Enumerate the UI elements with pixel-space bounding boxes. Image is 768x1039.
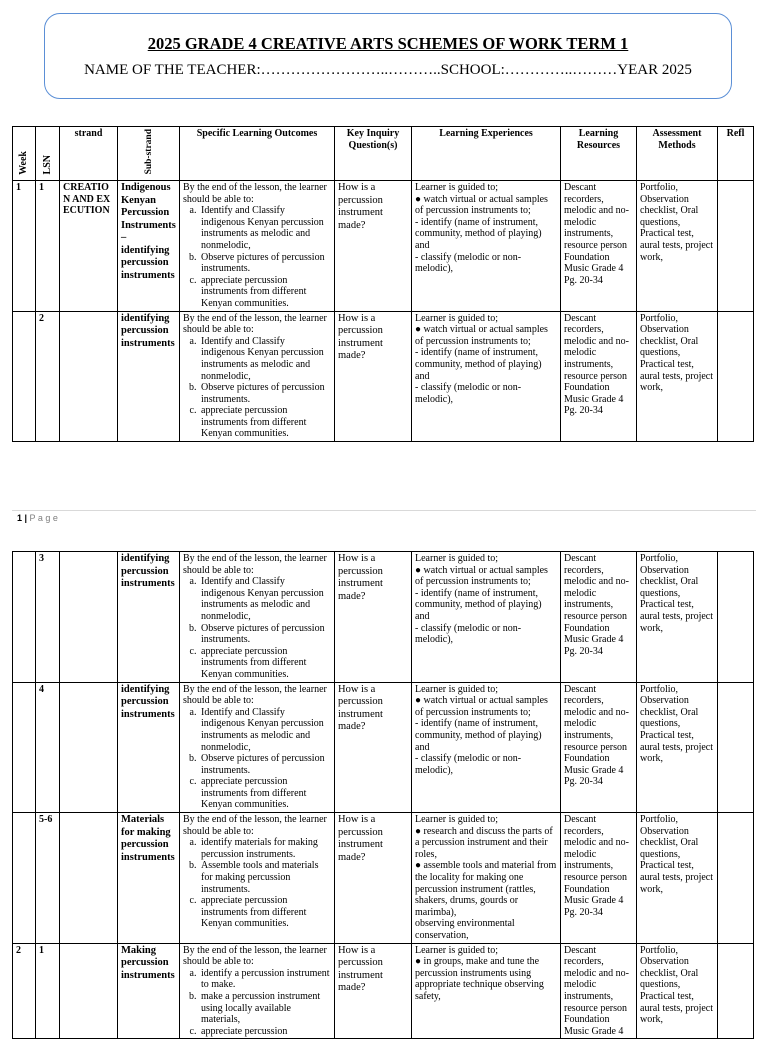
experience-line: - identify (name of instrument, community, method of playing) and — [415, 718, 542, 753]
outcome-item: a. Identify and Classify indigenous Kenyan percussion instruments as melodic and nonmelodic, — [199, 205, 331, 251]
experience-line: Learner is guided to; — [415, 944, 499, 956]
column-experiences: Learning Experiences — [412, 127, 561, 181]
teacher-line: NAME OF THE TEACHER:……………………..………..SCHOOL:…………..………YEAR 2025 — [84, 62, 692, 78]
outcomes-intro: By the end of the lesson, the learner should be able to: — [183, 683, 327, 707]
column-strand: strand — [60, 127, 118, 181]
outcome-item: b. Observe pictures of percussion instruments. — [199, 382, 331, 405]
experience-line: ● watch virtual or actual samples of percussion instruments to; — [415, 324, 548, 347]
resources-cell: Descant recorders, melodic and no-melodic instruments, resource person Foundation Music Grade 4 Pg. 20-34 — [561, 552, 637, 683]
experiences-cell — [412, 181, 561, 312]
experience-line: - identify (name of instrument, community, method of playing) and — [415, 216, 542, 251]
outcome-item: c. appreciate percussion instruments from different Kenyan communities. — [199, 776, 331, 811]
title-box — [44, 13, 732, 99]
resources-cell: Descant recorders, melodic and no-melodic instruments, resource person Foundation Music Grade 4 — [561, 943, 637, 1039]
outcome-item: c. appreciate percussion instruments from different Kenyan communities. — [199, 895, 331, 930]
reflection-cell — [718, 311, 754, 442]
substrand-cell: identifying percussion instruments — [118, 682, 180, 813]
outcome-item: a. Identify and Classify indigenous Kenyan percussion instruments as melodic and nonmelodic, — [199, 576, 331, 622]
table-row — [13, 813, 754, 944]
outcomes-list — [183, 968, 331, 1038]
outcome-item: a. identify a percussion instrument to make. — [199, 968, 331, 991]
column-substrand: Sub-strand — [118, 127, 180, 181]
experience-line: - identify (name of instrument, community, method of playing) and — [415, 347, 542, 382]
strand-cell — [60, 943, 118, 1039]
substrand-cell: identifying percussion instruments — [118, 311, 180, 442]
lsn-cell: 3 — [36, 552, 60, 683]
outcome-item: b. Observe pictures of percussion instruments. — [199, 623, 331, 646]
resources-cell: Descant recorders, melodic and no-melodic instruments, resource person Foundation Music Grade 4 Pg. 20-34 — [561, 311, 637, 442]
outcomes-list — [183, 336, 331, 440]
outcome-item: a. Identify and Classify indigenous Kenyan percussion instruments as melodic and nonmelodic, — [199, 707, 331, 753]
outcomes-list — [183, 707, 331, 811]
reflection-cell — [718, 943, 754, 1039]
outcome-item: c. appreciate percussion instruments from different Kenyan communities. — [199, 275, 331, 310]
outcomes-intro: By the end of the lesson, the learner should be able to: — [183, 312, 327, 336]
experience-line: ● assemble tools and material from the locality for making one percussion instrument (rattles, shakers, drums, gourds or marimba), — [415, 860, 557, 918]
column-outcomes: Specific Learning Outcomes — [180, 127, 335, 181]
outcomes-cell — [180, 813, 335, 944]
experiences-cell — [412, 813, 561, 944]
resources-cell: Descant recorders, melodic and no-melodic instruments, resource person Foundation Music Grade 4 Pg. 20-34 — [561, 181, 637, 312]
week-cell — [13, 813, 36, 944]
week-cell — [13, 552, 36, 683]
experience-line: Learner is guided to; — [415, 312, 499, 324]
lsn-cell: 1 — [36, 943, 60, 1039]
outcome-item: b. make a percussion instrument using locally available materials, — [199, 991, 331, 1026]
resources-cell: Descant recorders, melodic and no-melodic instruments, resource person Foundation Music Grade 4 Pg. 20-34 — [561, 682, 637, 813]
strand-cell: CREATION AND EXECUTION — [60, 181, 118, 312]
assessment-cell: Portfolio, Observation checklist, Oral questions, Practical test, aural tests, project work, — [637, 311, 718, 442]
resources-cell: Descant recorders, melodic and no-melodic instruments, resource person Foundation Music Grade 4 Pg. 20-34 — [561, 813, 637, 944]
week-cell: 1 — [13, 181, 36, 312]
assessment-cell: Portfolio, Observation checklist, Oral questions, Practical test, aural tests, project work, — [637, 552, 718, 683]
kiq-cell: How is a percussion instrument made? — [335, 943, 412, 1039]
lsn-cell: 5-6 — [36, 813, 60, 944]
experience-line: - classify (melodic or non-melodic), — [415, 251, 522, 275]
assessment-cell: Portfolio, Observation checklist, Oral questions, Practical test, aural tests, project work, — [637, 813, 718, 944]
outcome-item: b. Observe pictures of percussion instruments. — [199, 252, 331, 275]
experience-line: ● watch virtual or actual samples of percussion instruments to; — [415, 695, 548, 718]
experience-line: - classify (melodic or non-melodic), — [415, 622, 522, 646]
experience-line: ● in groups, make and tune the percussion instruments using appropriate technique observing safety, — [415, 956, 544, 1002]
table-header-row — [13, 127, 754, 181]
document-title: 2025 GRADE 4 CREATIVE ARTS SCHEMES OF WORK TERM 1 — [147, 34, 629, 53]
lsn-cell: 1 — [36, 181, 60, 312]
outcomes-cell — [180, 181, 335, 312]
table-row — [13, 181, 754, 312]
footer-divider — [12, 510, 756, 511]
reflection-cell — [718, 552, 754, 683]
experiences-cell — [412, 311, 561, 442]
experience-line: Learner is guided to; — [415, 182, 499, 194]
outcome-item: a. Identify and Classify indigenous Kenyan percussion instruments as melodic and nonmelodic, — [199, 336, 331, 382]
kiq-cell: How is a percussion instrument made? — [335, 682, 412, 813]
table-row — [13, 943, 754, 1039]
column-reflection: Refl — [718, 127, 754, 181]
strand-cell — [60, 813, 118, 944]
outcomes-intro: By the end of the lesson, the learner should be able to: — [183, 553, 327, 576]
outcomes-list — [183, 205, 331, 309]
outcome-item: a. identify materials for making percussion instruments. — [199, 837, 331, 860]
experiences-cell — [412, 682, 561, 813]
experience-line: ● watch virtual or actual samples of percussion instruments to; — [415, 193, 548, 217]
experience-line: Learner is guided to; — [415, 553, 499, 564]
experience-line: - classify (melodic or non-melodic), — [415, 753, 522, 776]
outcome-item: b. Assemble tools and materials for making percussion instruments. — [199, 860, 331, 895]
page-number: 1 — [17, 513, 23, 523]
reflection-cell — [718, 813, 754, 944]
kiq-cell: How is a percussion instrument made? — [335, 552, 412, 683]
experience-line: Learner is guided to; — [415, 814, 499, 826]
assessment-cell: Portfolio, Observation checklist, Oral questions, Practical test, aural tests, project work, — [637, 682, 718, 813]
schemes-table-page-1 — [12, 126, 754, 442]
outcomes-cell — [180, 552, 335, 683]
substrand-cell: Indigenous Kenyan Percussion Instruments – identifying percussion instruments — [118, 181, 180, 312]
substrand-cell: Making percussion instruments — [118, 943, 180, 1039]
kiq-cell: How is a percussion instrument made? — [335, 181, 412, 312]
table-row — [13, 311, 754, 442]
experience-line: - classify (melodic or non-melodic), — [415, 382, 522, 405]
outcomes-cell — [180, 943, 335, 1039]
page-label: P a g e — [29, 513, 58, 523]
week-cell — [13, 682, 36, 813]
column-assessment: Assessment Methods — [637, 127, 718, 181]
experience-line: Learner is guided to; — [415, 683, 499, 695]
outcome-item: c. appreciate percussion instruments from different Kenyan communities. — [199, 405, 331, 440]
outcomes-intro: By the end of the lesson, the learner should be able to: — [183, 944, 327, 968]
reflection-cell — [718, 181, 754, 312]
assessment-cell: Portfolio, Observation checklist, Oral questions, Practical test, aural tests, project work, — [637, 181, 718, 312]
outcomes-intro: By the end of the lesson, the learner should be able to: — [183, 182, 327, 205]
experiences-cell — [412, 943, 561, 1039]
experience-line: - identify (name of instrument, community, method of playing) and — [415, 587, 542, 622]
outcome-item: b. Observe pictures of percussion instruments. — [199, 753, 331, 776]
column-week: Week — [13, 127, 36, 181]
experience-line: observing environmental conservation, — [415, 918, 515, 941]
outcome-item: c. appreciate percussion instruments from different Kenyan communities. — [199, 646, 331, 681]
assessment-cell: Portfolio, Observation checklist, Oral questions, Practical test, aural tests, project work, — [637, 943, 718, 1039]
substrand-cell: identifying percussion instruments — [118, 552, 180, 683]
substrand-cell: Materials for making percussion instruments — [118, 813, 180, 944]
outcomes-cell — [180, 682, 335, 813]
column-lsn: LSN — [36, 127, 60, 181]
kiq-cell: How is a percussion instrument made? — [335, 311, 412, 442]
strand-cell — [60, 311, 118, 442]
table-row — [13, 552, 754, 683]
column-resources: Learning Resources — [561, 127, 637, 181]
strand-cell — [60, 552, 118, 683]
lsn-cell: 4 — [36, 682, 60, 813]
outcomes-list — [183, 576, 331, 680]
experience-line: ● research and discuss the parts of a percussion instrument and their roles, — [415, 825, 553, 860]
kiq-cell: How is a percussion instrument made? — [335, 813, 412, 944]
page-footer — [17, 513, 58, 523]
outcomes-list — [183, 837, 331, 930]
table-row — [13, 682, 754, 813]
outcomes-intro: By the end of the lesson, the learner should be able to: — [183, 814, 327, 837]
lsn-cell: 2 — [36, 311, 60, 442]
strand-cell — [60, 682, 118, 813]
column-kiq: Key Inquiry Question(s) — [335, 127, 412, 181]
outcome-item: c. appreciate percussion — [199, 1026, 331, 1038]
page-separator: | — [22, 513, 30, 523]
outcomes-cell — [180, 311, 335, 442]
week-cell — [13, 311, 36, 442]
experiences-cell — [412, 552, 561, 683]
reflection-cell — [718, 682, 754, 813]
experience-line: ● watch virtual or actual samples of percussion instruments to; — [415, 564, 548, 588]
schemes-table-page-2 — [12, 551, 754, 1039]
week-cell: 2 — [13, 943, 36, 1039]
